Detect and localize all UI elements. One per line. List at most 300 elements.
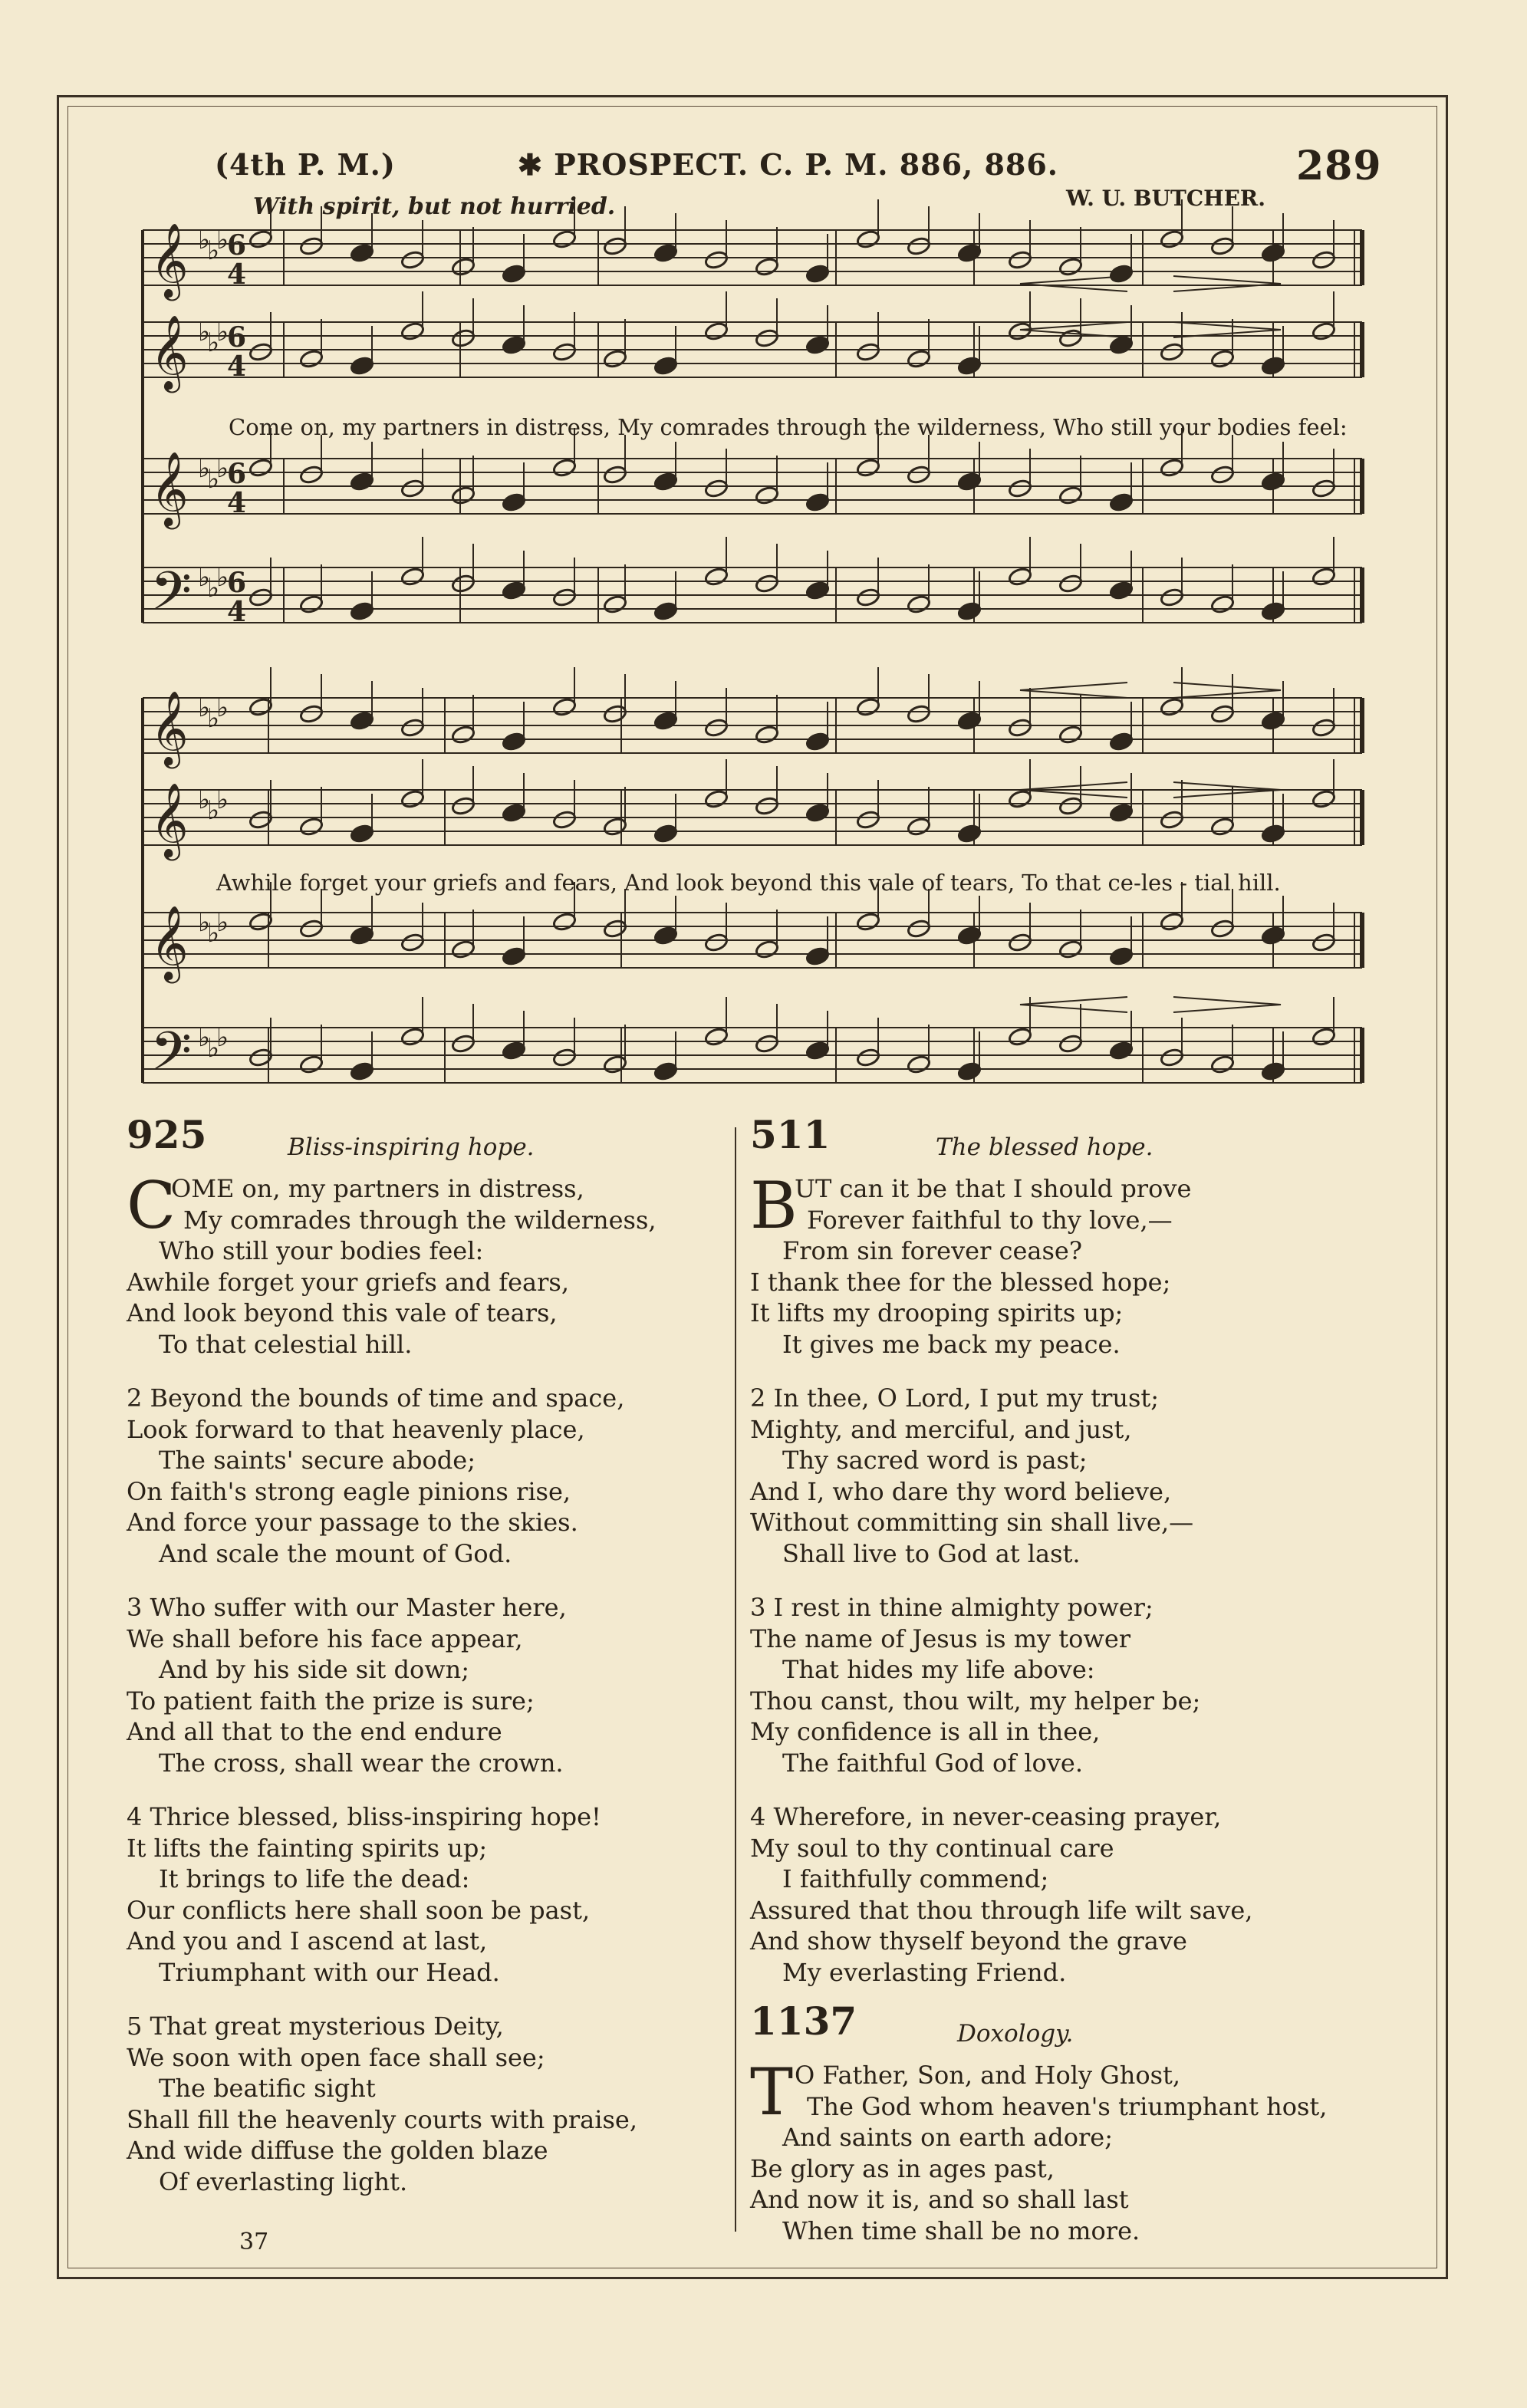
flat-sign: ♭: [207, 795, 220, 826]
verse-line: Our conflicts here shall soon be past,: [127, 1895, 591, 1925]
note-head: [603, 919, 627, 939]
verse-line: The saints' secure abode;: [159, 1446, 476, 1475]
drop-cap: C: [127, 1168, 176, 1243]
note-head: [1160, 229, 1184, 249]
flat-sign: ♭: [207, 235, 220, 266]
hymn-heading: [750, 1112, 1440, 1173]
flat-sign: ♭: [198, 562, 211, 593]
flat-sign: ♭: [207, 918, 220, 949]
flat-sign: ♭: [207, 573, 220, 604]
verse-line: 3 Who suffer with our Master here,: [127, 1593, 567, 1622]
verse-line: Shall fill the heavenly courts with praise,: [127, 2104, 637, 2134]
hymn-title: Bliss-inspiring hope.: [288, 1133, 535, 1161]
hymn-title: The blessed hope.: [936, 1133, 1153, 1161]
verse-line: From sin forever cease?: [782, 1236, 1082, 1265]
note-head: [502, 946, 526, 966]
flat-sign: ♭: [216, 225, 229, 255]
note-head: [1261, 1061, 1285, 1081]
note-head: [1261, 824, 1285, 844]
note-head: [1160, 458, 1184, 478]
note-head: [1058, 796, 1083, 816]
note-head: [1058, 939, 1083, 959]
note-head: [1008, 1027, 1032, 1047]
note-head: [1109, 264, 1134, 284]
note-head: [1261, 243, 1285, 263]
stanza: [750, 1801, 1440, 1988]
note-head: [248, 229, 273, 249]
note-head: [350, 824, 374, 844]
stanza: [750, 1168, 1440, 1360]
crescendo-hairpin: [1020, 997, 1127, 1012]
verse-line: And wide diffuse the golden blaze: [127, 2136, 548, 2165]
drop-cap: T: [750, 2054, 794, 2130]
verse-line: 4 Wherefore, in never-ceasing prayer,: [750, 1802, 1222, 1831]
note-head: [451, 257, 476, 277]
note-head: [451, 574, 476, 594]
note-head: [1311, 1027, 1336, 1047]
time-signature-top: 6: [227, 567, 247, 599]
note-head: [704, 718, 729, 738]
verse-line: I thank thee for the blessed hope;: [750, 1267, 1171, 1297]
verse-line: Forever faithful to thy love,—: [807, 1205, 1173, 1235]
note-head: [248, 697, 273, 717]
note-head: [957, 243, 982, 263]
hymn-number: 511: [750, 1112, 831, 1157]
note-head: [1261, 711, 1285, 731]
verse-line: My confidence is all in thee,: [750, 1717, 1101, 1746]
crescendo-hairpin: [1020, 683, 1127, 698]
verse-line: It gives me back my peace.: [782, 1329, 1121, 1359]
note-head: [856, 1048, 880, 1067]
flat-sign: ♭: [216, 562, 229, 593]
treble-clef: 𝄞: [150, 782, 189, 857]
lyrics-system-2: Awhile forget your griefs and fears, And look beyond this vale of tears, To that ce-les - tial hill.: [216, 870, 1281, 896]
bass-clef: 𝄢: [150, 1020, 193, 1095]
drop-cap: B: [750, 1168, 798, 1243]
note-head: [1058, 485, 1083, 505]
tune-title: ✱ PROSPECT. C. P. M. 886, 886.: [518, 147, 1059, 182]
note-head: [1109, 946, 1134, 966]
note-head: [451, 939, 476, 959]
note-head: [957, 601, 982, 621]
note-head: [957, 356, 982, 376]
note-head: [1210, 465, 1235, 485]
note-head: [299, 594, 324, 614]
note-head: [350, 243, 374, 263]
verse-line: That hides my life above:: [782, 1655, 1095, 1684]
bass-clef: 𝄢: [150, 560, 193, 635]
note-head: [299, 704, 324, 724]
note-head: [603, 236, 627, 256]
note-head: [755, 939, 779, 959]
hymn-511-text: [750, 1168, 1440, 1988]
note-head: [805, 946, 830, 966]
verse-line: And you and I ascend at last,: [127, 1926, 488, 1956]
note-head: [805, 1041, 830, 1061]
note-head: [552, 458, 577, 478]
note-head: [248, 587, 273, 607]
note-head: [248, 912, 273, 932]
time-signature-bottom: 4: [227, 350, 247, 383]
note-head: [1058, 257, 1083, 277]
note-head: [1109, 492, 1134, 512]
time-signature-top: 6: [227, 229, 247, 262]
note-head: [400, 321, 425, 341]
hymn-number: 1137: [750, 1998, 857, 2044]
note-head: [856, 342, 880, 362]
note-head: [603, 349, 627, 369]
treble-clef: 𝄞: [150, 451, 189, 526]
verse-line: I faithfully commend;: [782, 1864, 1049, 1893]
verse-line: To patient faith the prize is sure;: [127, 1686, 535, 1716]
stanza: [127, 2011, 725, 2197]
page-number: 289: [1296, 143, 1382, 189]
note-head: [248, 458, 273, 478]
note-head: [350, 601, 374, 621]
hymn-heading: [750, 1998, 1440, 2060]
hymn-925-text: [127, 1168, 725, 2197]
column-right: [750, 1112, 1440, 2246]
note-head: [248, 1048, 273, 1067]
flat-sign: ♭: [198, 907, 211, 938]
note-head: [856, 810, 880, 830]
note-head: [1109, 732, 1134, 752]
note-head: [552, 1048, 577, 1067]
note-head: [856, 697, 880, 717]
note-head: [350, 1061, 374, 1081]
note-head: [907, 465, 931, 485]
verse-line: We soon with open face shall see;: [127, 2042, 545, 2072]
note-head: [1109, 335, 1134, 355]
time-signature-bottom: 4: [227, 258, 247, 291]
note-head: [350, 356, 374, 376]
verse-line: 3 I rest in thine almighty power;: [750, 1593, 1153, 1622]
note-head: [755, 328, 779, 348]
note-head: [1008, 933, 1032, 952]
column-divider: [735, 1127, 736, 2232]
note-head: [1311, 479, 1336, 498]
note-head: [1008, 789, 1032, 809]
stanza: [750, 1383, 1440, 1569]
flat-sign: ♭: [198, 317, 211, 347]
note-head: [502, 492, 526, 512]
note-head: [907, 817, 931, 837]
note-head: [1160, 697, 1184, 717]
note-head: [552, 697, 577, 717]
note-head: [704, 250, 729, 270]
note-head: [502, 1041, 526, 1061]
note-head: [502, 732, 526, 752]
verse-line: It brings to life the dead:: [159, 1864, 470, 1893]
note-head: [805, 335, 830, 355]
verse-line: Look forward to that heavenly place,: [127, 1414, 585, 1444]
note-head: [653, 243, 678, 263]
note-head: [1210, 594, 1235, 614]
note-head: [1008, 250, 1032, 270]
verse-line: 4 Thrice blessed, bliss-inspiring hope!: [127, 1802, 601, 1831]
verse-line: Be glory as in ages past,: [750, 2153, 1055, 2183]
note-head: [907, 594, 931, 614]
note-head: [603, 817, 627, 837]
verse-line: Awhile forget your griefs and fears,: [127, 1267, 570, 1297]
note-head: [653, 1061, 678, 1081]
decrescendo-hairpin: [1173, 997, 1281, 1012]
note-head: [907, 236, 931, 256]
note-head: [1311, 567, 1336, 587]
flat-sign: ♭: [198, 225, 211, 255]
verse-line: The faithful God of love.: [782, 1748, 1083, 1778]
verse-line: When time shall be no more.: [782, 2216, 1140, 2245]
note-head: [299, 349, 324, 369]
flat-sign: ♭: [198, 692, 211, 723]
note-head: [653, 472, 678, 492]
verse-line: My soul to thy continual care: [750, 1833, 1114, 1863]
verse-line: And force your passage to the skies.: [127, 1508, 578, 1537]
note-head: [451, 1034, 476, 1054]
note-head: [552, 912, 577, 932]
flat-sign: ♭: [207, 703, 220, 734]
verse-line: The beatific sight: [159, 2074, 376, 2103]
note-head: [502, 803, 526, 823]
time-signature-top: 6: [227, 321, 247, 354]
note-head: [603, 465, 627, 485]
note-head: [400, 1027, 425, 1047]
verse-line: My everlasting Friend.: [782, 1957, 1067, 1987]
note-head: [1160, 342, 1184, 362]
note-head: [704, 321, 729, 341]
note-head: [1160, 1048, 1184, 1067]
note-head: [704, 479, 729, 498]
note-head: [1210, 817, 1235, 837]
signature-mark: 37: [239, 2229, 269, 2255]
note-head: [1261, 926, 1285, 946]
verse-line: To that celestial hill.: [159, 1329, 413, 1359]
note-head: [1109, 581, 1134, 600]
note-head: [299, 1054, 324, 1074]
note-head: [1311, 321, 1336, 341]
note-head: [451, 485, 476, 505]
note-head: [1058, 725, 1083, 745]
decrescendo-hairpin: [1173, 683, 1281, 698]
note-head: [1311, 250, 1336, 270]
verse-line: Mighty, and merciful, and just,: [750, 1414, 1132, 1444]
stanza: [750, 2054, 1440, 2246]
verse-line: 5 That great mysterious Deity,: [127, 2012, 504, 2041]
note-head: [1008, 479, 1032, 498]
note-head: [704, 567, 729, 587]
verse-line: The cross, shall wear the crown.: [159, 1748, 564, 1778]
note-head: [1210, 349, 1235, 369]
note-head: [805, 803, 830, 823]
verse-line: And show thyself beyond the grave: [750, 1926, 1187, 1956]
column-left: [127, 1112, 725, 2197]
note-head: [552, 810, 577, 830]
note-head: [704, 1027, 729, 1047]
note-head: [755, 725, 779, 745]
verse-line: Thou canst, thou wilt, my helper be;: [750, 1686, 1201, 1716]
note-head: [755, 257, 779, 277]
treble-clef: 𝄞: [150, 905, 189, 980]
stanza: [750, 1592, 1440, 1778]
verse-line: It lifts the fainting spirits up;: [127, 1833, 488, 1863]
verse-line: And all that to the end endure: [127, 1717, 502, 1746]
verse-line: And scale the mount of God.: [159, 1538, 512, 1568]
note-head: [1008, 321, 1032, 341]
verse-line: Thy sacred word is past;: [782, 1446, 1088, 1475]
note-head: [1008, 567, 1032, 587]
note-head: [957, 711, 982, 731]
note-head: [1058, 1034, 1083, 1054]
verse-line: And saints on earth adore;: [782, 2123, 1114, 2152]
note-head: [1210, 236, 1235, 256]
treble-clef: 𝄞: [150, 314, 189, 390]
note-head: [805, 264, 830, 284]
note-head: [400, 789, 425, 809]
treble-clef: 𝄞: [150, 222, 189, 298]
verse-line: And look beyond this vale of tears,: [127, 1298, 558, 1327]
note-head: [1261, 472, 1285, 492]
note-head: [400, 479, 425, 498]
verse-line: It lifts my drooping spirits up;: [750, 1298, 1124, 1327]
verse-line: On faith's strong eagle pinions rise,: [127, 1476, 571, 1506]
verse-line: 2 In thee, O Lord, I put my trust;: [750, 1383, 1160, 1413]
verse-line-text: O Father, Son, and Holy Ghost,: [795, 2061, 1181, 2090]
note-head: [907, 1054, 931, 1074]
note-head: [957, 824, 982, 844]
note-head: [653, 926, 678, 946]
verse-line: And I, who dare thy word believe,: [750, 1476, 1172, 1506]
verse-line: And now it is, and so shall last: [750, 2185, 1129, 2214]
note-head: [1109, 1041, 1134, 1061]
note-head: [805, 581, 830, 600]
note-head: [755, 574, 779, 594]
note-head: [907, 919, 931, 939]
flat-sign: ♭: [216, 1022, 229, 1053]
note-head: [451, 796, 476, 816]
note-head: [907, 704, 931, 724]
note-head: [248, 810, 273, 830]
note-head: [299, 817, 324, 837]
note-head: [502, 264, 526, 284]
flat-sign: ♭: [198, 785, 211, 815]
note-head: [299, 236, 324, 256]
note-head: [653, 824, 678, 844]
flat-sign: ♭: [216, 692, 229, 723]
note-head: [552, 342, 577, 362]
note-head: [350, 472, 374, 492]
note-head: [704, 789, 729, 809]
hymn-title: Doxology.: [957, 2020, 1074, 2048]
note-head: [350, 926, 374, 946]
note-head: [1058, 574, 1083, 594]
lyrics-system-1: Come on, my partners in distress, My comrades through the wilderness, Who still your bodies feel:: [229, 414, 1348, 440]
note-head: [248, 342, 273, 362]
note-head: [502, 581, 526, 600]
note-head: [856, 458, 880, 478]
verse-line: Without committing sin shall live,—: [750, 1508, 1194, 1537]
note-head: [400, 567, 425, 587]
time-signature-bottom: 4: [227, 487, 247, 519]
note-head: [653, 601, 678, 621]
verse-line: The God whom heaven's triumphant host,: [807, 2091, 1328, 2121]
note-head: [1210, 704, 1235, 724]
note-head: [1261, 356, 1285, 376]
time-signature-bottom: 4: [227, 596, 247, 628]
verse-line: We shall before his face appear,: [127, 1623, 523, 1653]
note-head: [350, 711, 374, 731]
note-head: [400, 933, 425, 952]
note-head: [400, 250, 425, 270]
flat-sign: ♭: [216, 317, 229, 347]
treble-clef: 𝄞: [150, 690, 189, 765]
note-head: [1160, 912, 1184, 932]
note-head: [451, 725, 476, 745]
note-head: [1160, 810, 1184, 830]
note-head: [1261, 601, 1285, 621]
tempo-marking: With spirit, but not hurried.: [253, 193, 616, 220]
hymn-heading: [127, 1112, 725, 1173]
note-head: [299, 919, 324, 939]
note-head: [1058, 328, 1083, 348]
note-head: [856, 587, 880, 607]
verse-line: 2 Beyond the bounds of time and space,: [127, 1383, 625, 1413]
note-head: [1008, 718, 1032, 738]
note-head: [1210, 919, 1235, 939]
hymn-1137-text: [750, 2054, 1440, 2246]
note-head: [603, 1054, 627, 1074]
note-head: [1160, 587, 1184, 607]
note-head: [907, 349, 931, 369]
verse-line-text: UT can it be that I should prove: [795, 1174, 1192, 1203]
decrescendo-hairpin: [1173, 276, 1281, 291]
note-head: [1210, 1054, 1235, 1074]
verse-line: Triumphant with our Head.: [159, 1957, 500, 1987]
composer-name: W. U. BUTCHER.: [1066, 186, 1265, 211]
note-head: [1311, 789, 1336, 809]
flat-sign: ♭: [207, 464, 220, 495]
note-head: [755, 1034, 779, 1054]
verse-line: Of everlasting light.: [159, 2166, 408, 2196]
note-head: [957, 1061, 982, 1081]
stanza: [127, 1168, 725, 1360]
flat-sign: ♭: [216, 453, 229, 484]
note-head: [653, 356, 678, 376]
stanza: [127, 1592, 725, 1778]
note-head: [400, 718, 425, 738]
note-head: [451, 328, 476, 348]
verse-line: Who still your bodies feel:: [159, 1236, 484, 1265]
verse-line: My comrades through the wilderness,: [183, 1205, 657, 1235]
note-head: [856, 912, 880, 932]
note-head: [653, 711, 678, 731]
note-head: [755, 796, 779, 816]
verse-line: Assured that thou through life wilt save,: [750, 1895, 1253, 1925]
note-head: [552, 587, 577, 607]
flat-sign: ♭: [216, 907, 229, 938]
note-head: [805, 492, 830, 512]
note-head: [1311, 718, 1336, 738]
verse-line-text: OME on, my partners in distress,: [171, 1174, 584, 1203]
flat-sign: ♭: [207, 1033, 220, 1064]
note-head: [755, 485, 779, 505]
meter-label: (4th P. M.): [215, 147, 396, 182]
note-head: [552, 229, 577, 249]
time-signature-top: 6: [227, 458, 247, 490]
note-head: [1311, 933, 1336, 952]
verse-line: And by his side sit down;: [159, 1655, 470, 1684]
verse-line: The name of Jesus is my tower: [750, 1623, 1131, 1653]
stanza: [127, 1801, 725, 1988]
